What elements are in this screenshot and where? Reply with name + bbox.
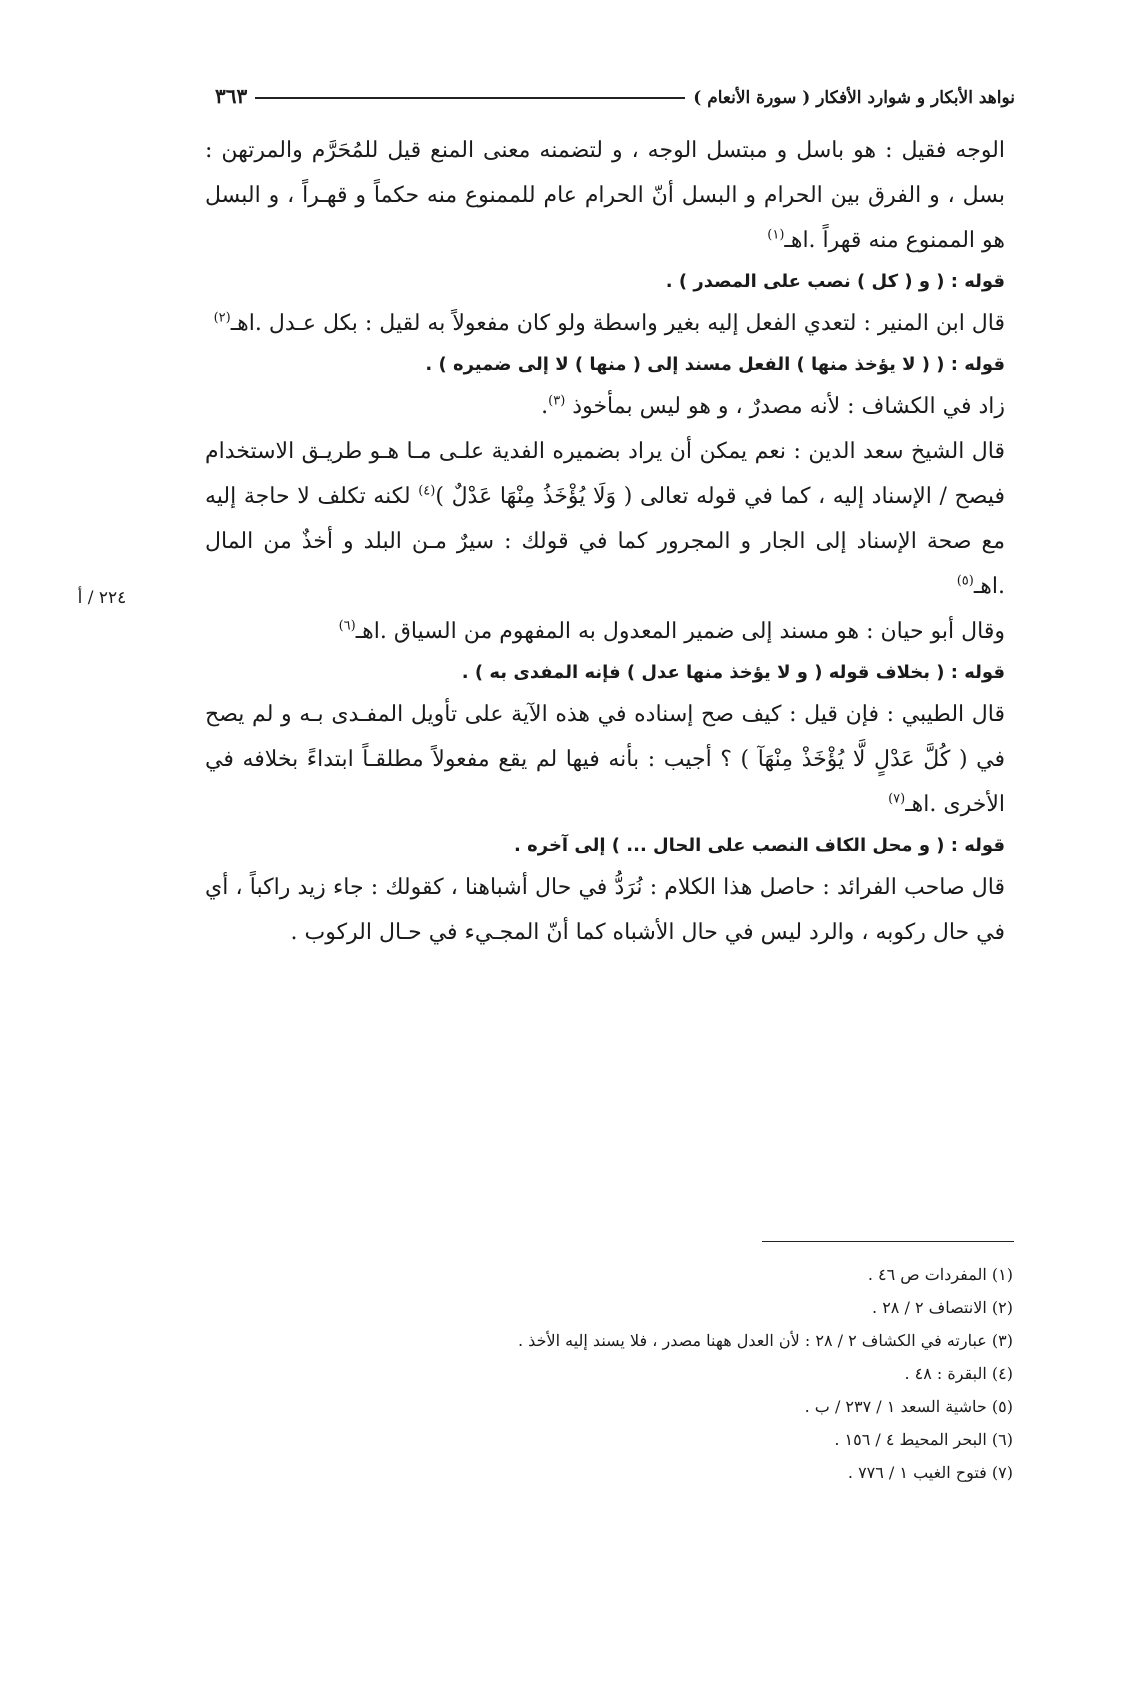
paragraph: قال الطيبي : فإن قيل : كيف صح إسناده في هذه الآية على تأويل المفـدى بـه و لم يصح في ( كُلَّ عَدْلٍ لَّا يُؤْخَذْ مِنْهَآ ) ؟ أجيب : بأنه فيها لم يقع مفعولاً مطلقـاً ابتداءً بخلافه في الأخرى .اهـ$^{(٧)}$ <box>205 702 1005 817</box>
paragraph: قال الشيخ سعد الدين : نعم يمكن أن يراد بضميره الفدية علـى مـا هـو طريـق الاستخدام فيصح / الإسناد إليه ، كما في قوله تعالى ( وَلَا يُؤْخَذُ مِنْهَا عَدْلٌ )$^{(٤)}$ لكنه تكلف لا حاجة إليه مع صحة الإسناد إلى الجار و المجرور كما في قولك : سيرٌ مـن البلد و أخذٌ من المال .اهـ$^{(٥)}$ <box>205 439 1005 599</box>
footnote: (٦) البحر المحيط ٤ / ١٥٦ . <box>834 1430 1013 1449</box>
section-heading: قوله : ( و ( كل ) نصب على المصدر ) . <box>665 271 1005 292</box>
main-text <box>205 128 1005 955</box>
manuscript-folio-note: ٢٢٤ / أ <box>77 588 127 608</box>
footnote-separator <box>762 1241 1014 1242</box>
header-rule <box>255 97 685 99</box>
footnote: (١) المفردات ص ٤٦ . <box>867 1265 1013 1284</box>
paragraph: قال ابن المنير : لتعدي الفعل إليه بغير واسطة ولو كان مفعولاً به لقيل : بكل عـدل .اهـ$^{(٢)}$ <box>213 310 1005 336</box>
paragraph: زاد في الكشاف : لأنه مصدرٌ ، و هو ليس بمأخوذ $^{(٣)}$. <box>541 393 1005 419</box>
footnote-ref: (٣) <box>548 393 566 409</box>
footnote-ref: (٢) <box>213 310 231 326</box>
footnote-ref: (٤) <box>418 483 436 499</box>
running-header <box>215 68 1015 108</box>
paragraph: قال صاحب الفرائد : حاصل هذا الكلام : نُرَدُّ في حال أشباهنا ، كقولك : جاء زيد راكباً ، أي في حال ركوبه ، والرد ليس في حال الأشباه كما أنّ المجـيء في حـال الركوب . <box>205 875 1005 945</box>
footnote-ref: (٥) <box>956 573 974 589</box>
header-title: نواهد الأبكار و شوارد الأفكار ( سورة الأنعام ) <box>693 88 1015 108</box>
footnote-ref: (٦) <box>338 618 356 634</box>
paragraph: الوجه فقيل : هو باسل و مبتسل الوجه ، و لتضمنه معنى المنع قيل للمُحَرَّم والمرتهن : بسل ، و الفرق بين الحرام و البسل أنّ الحرام عام للممنوع منه حكماً و قهـراً ، و البسل هو الممنوع منه قهراً .اهـ$^{(١)}$ <box>205 138 1005 253</box>
footnotes <box>300 1258 1013 1489</box>
footnote-ref: (٧) <box>888 791 906 807</box>
paragraph: وقال أبو حيان : هو مسند إلى ضمير المعدول به المفهوم من السياق .اهـ$^{(٦)}$ <box>338 618 1005 644</box>
footnote: (٢) الانتصاف ٢ / ٢٨ . <box>872 1298 1013 1317</box>
footnote: (٤) البقرة : ٤٨ . <box>904 1364 1013 1383</box>
footnote: (٧) فتوح الغيب ١ / ٧٧٦ . <box>847 1463 1013 1482</box>
page-number: ٣٦٣ <box>215 84 248 108</box>
section-heading: قوله : ( بخلاف قوله ( و لا يؤخذ منها عدل ) فإنه المفدى به ) . <box>461 662 1005 683</box>
footnote: (٣) عبارته في الكشاف ٢ / ٢٨ : لأن العدل ههنا مصدر ، فلا يسند إليه الأخذ . <box>518 1331 1013 1350</box>
footnote-ref: (١) <box>767 227 785 243</box>
footnote: (٥) حاشية السعد ١ / ٢٣٧ / ب . <box>804 1397 1013 1416</box>
section-heading: قوله : ( و محل الكاف النصب على الحال ... ) إلى آخره . <box>514 835 1005 856</box>
section-heading: قوله : ( ( لا يؤخذ منها ) الفعل مسند إلى ( منها ) لا إلى ضميره ) . <box>425 354 1005 375</box>
